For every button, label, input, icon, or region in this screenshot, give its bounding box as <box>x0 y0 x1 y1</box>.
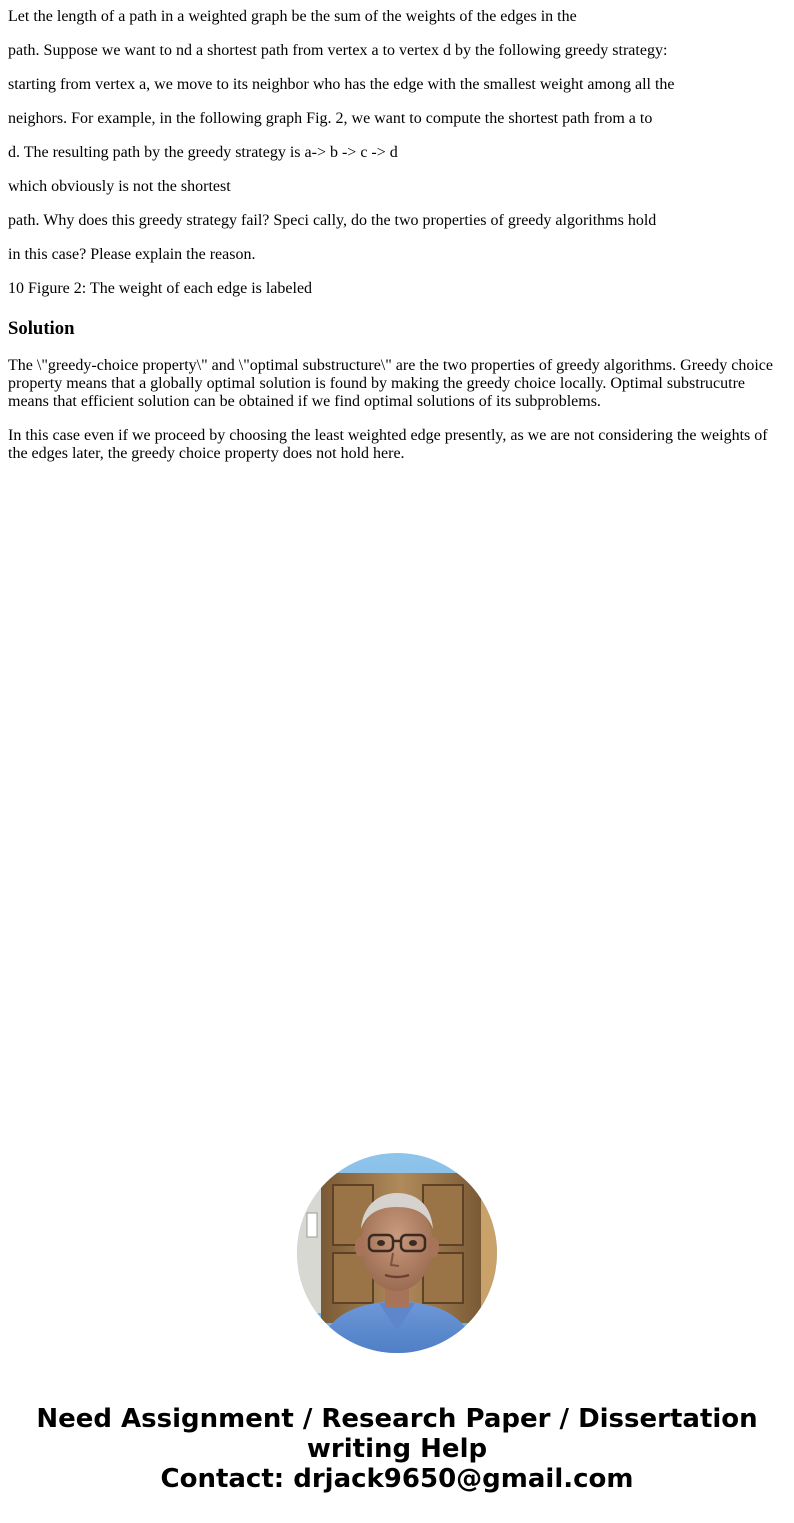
question-line-7: path. Why does this greedy strategy fail? Speci cally, do the two properties of greedy algorithms hold <box>8 212 657 229</box>
solution-paragraph-1: The \"greedy-choice property\" and \"optimal substructure\" are the two properties of greedy algorithms. Greedy choice property means that a globally optimal solution is found by making the greedy choice locally. Optimal substrucutre means that efficient solution can be obtained if we find optimal solutions of its subproblems. <box>8 357 773 410</box>
question-line-6: which obviously is not the shortest <box>8 178 231 195</box>
question-line-8: in this case? Please explain the reason. <box>8 246 256 263</box>
promo-contact-line: Contact: drjack9650@gmail.com <box>160 1464 634 1494</box>
solution-heading: Solution <box>8 318 75 339</box>
question-line-5: d. The resulting path by the greedy strategy is a-> b -> c -> d <box>8 144 398 161</box>
question-line-4: neighors. For example, in the following graph Fig. 2, we want to compute the shortest path from a to <box>8 110 653 127</box>
promo-line-2: writing Help <box>306 1434 488 1464</box>
question-line-1: Let the length of a path in a weighted graph be the sum of the weights of the edges in the <box>8 8 577 25</box>
avatar-portrait-image <box>297 1153 497 1353</box>
question-line-3: starting from vertex a, we move to its neighbor who has the edge with the smallest weight among all the <box>8 76 675 93</box>
promo-banner <box>0 1404 794 1494</box>
author-avatar <box>297 1153 497 1353</box>
question-line-9: 10 Figure 2: The weight of each edge is labeled <box>8 280 313 297</box>
question-line-2: path. Suppose we want to nd a shortest path from vertex a to vertex d by the following greedy strategy: <box>8 42 668 59</box>
solution-paragraph-2: In this case even if we proceed by choosing the least weighted edge presently, as we are not considering the weights of the edges later, the greedy choice property does not hold here. <box>8 427 768 462</box>
promo-line-1: Need Assignment / Research Paper / Dissertation <box>36 1404 758 1434</box>
